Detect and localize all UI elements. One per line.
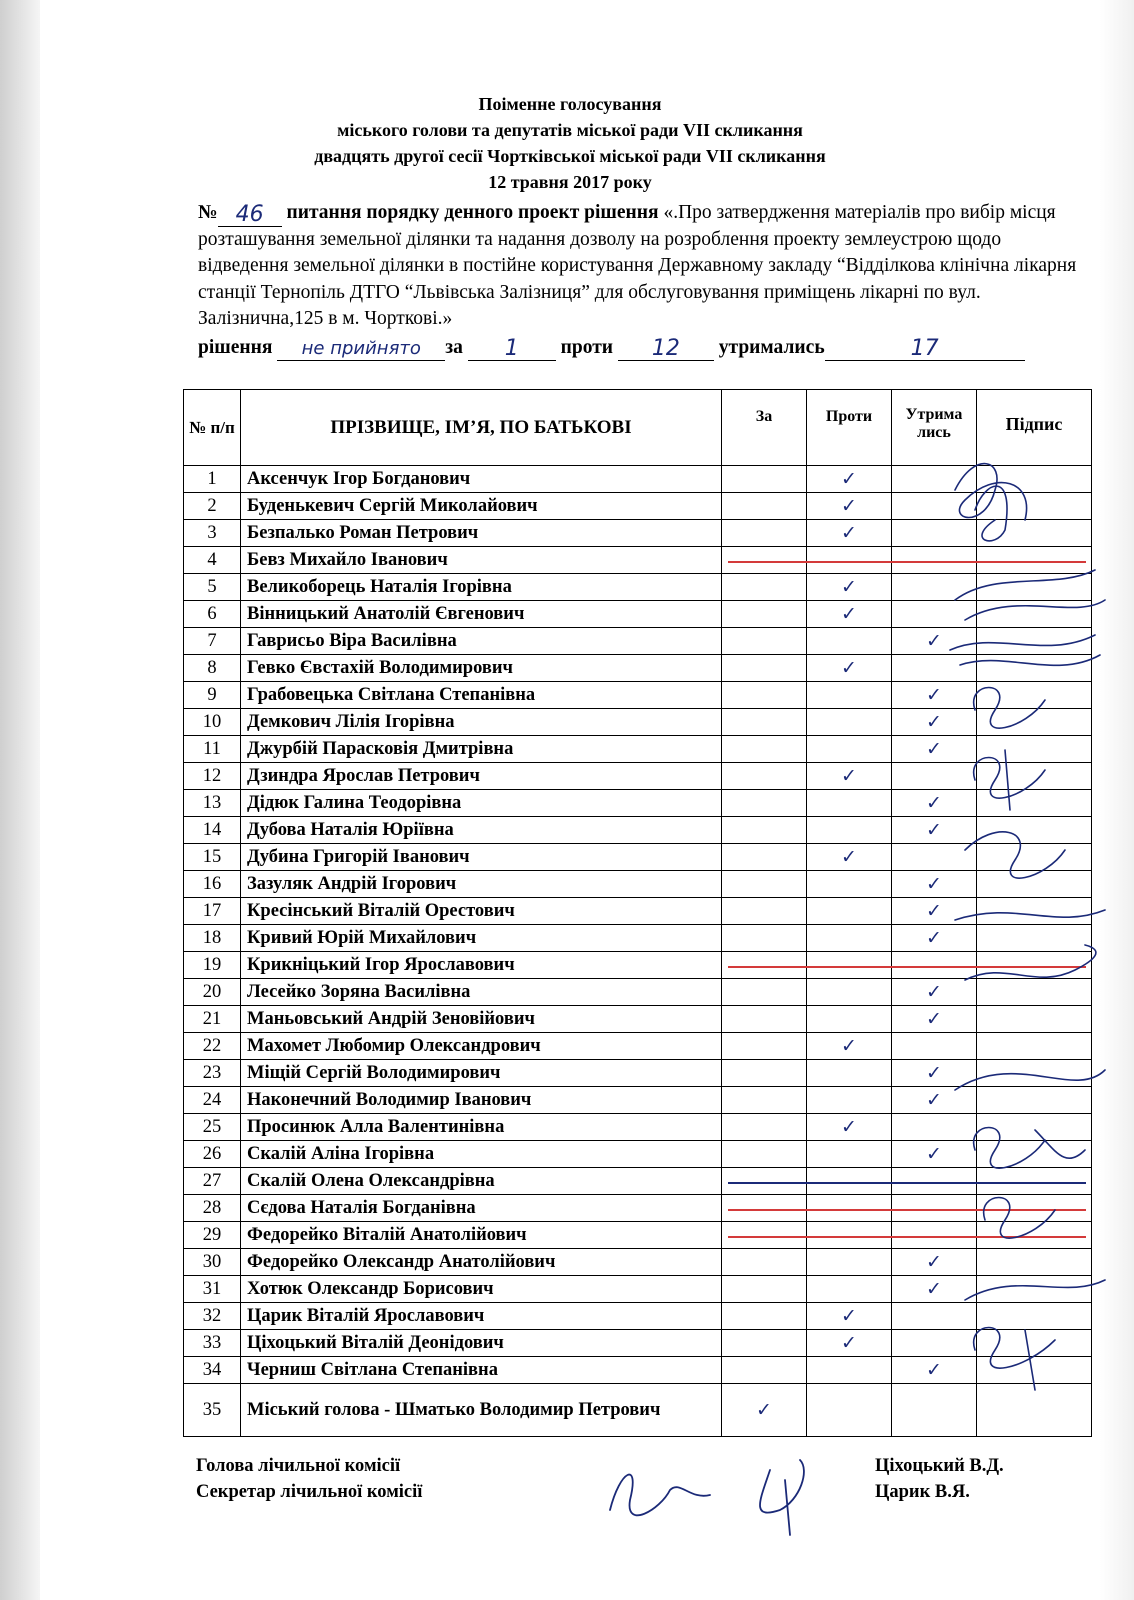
check-mark-icon: ✓ <box>926 900 942 922</box>
vote-proty-cell <box>807 898 892 925</box>
member-name: Скалій Олена Олександрівна <box>241 1168 722 1195</box>
check-mark-icon: ✓ <box>841 1305 857 1327</box>
row-number: 19 <box>184 952 241 979</box>
row-number: 9 <box>184 682 241 709</box>
vote-za-cell <box>722 1060 807 1087</box>
member-name: Буденькевич Сергій Миколайович <box>241 493 722 520</box>
vote-proty-cell <box>807 682 892 709</box>
vote-za-cell <box>722 1087 807 1114</box>
row-number: 31 <box>184 1276 241 1303</box>
vote-proty-cell <box>807 1168 892 1195</box>
vote-za-cell <box>722 952 807 979</box>
number-prefix: № <box>198 202 218 223</box>
member-name: Федорейко Віталій Анатолійович <box>241 1222 722 1249</box>
za-value: 1 <box>468 336 556 361</box>
vote-proty-cell <box>807 952 892 979</box>
row-number: 6 <box>184 601 241 628</box>
row-number: 24 <box>184 1087 241 1114</box>
member-name: Бевз Михайло Іванович <box>241 547 722 574</box>
vote-proty-cell <box>807 574 892 601</box>
vote-za-cell <box>722 898 807 925</box>
row-number: 7 <box>184 628 241 655</box>
member-name: Махомет Любомир Олександрович <box>241 1033 722 1060</box>
question-number: 46 <box>218 202 282 227</box>
check-mark-icon: ✓ <box>926 1062 942 1084</box>
member-name: Великоборець Наталія Ігорівна <box>241 574 722 601</box>
row-number: 27 <box>184 1168 241 1195</box>
vote-proty-cell <box>807 1060 892 1087</box>
secretary-name: Царик В.Я. <box>875 1482 970 1502</box>
check-mark-icon: ✓ <box>926 1008 942 1030</box>
member-name: Демкович Лілія Ігорівна <box>241 709 722 736</box>
vote-za-cell <box>722 925 807 952</box>
vote-za-cell <box>722 1195 807 1222</box>
check-mark-icon: ✓ <box>841 657 857 679</box>
member-name: Лесейко Зоряна Василівна <box>241 979 722 1006</box>
check-mark-icon: ✓ <box>926 1089 942 1111</box>
check-mark-icon: ✓ <box>926 1359 942 1381</box>
member-name: Кривий Юрій Михайлович <box>241 925 722 952</box>
row-number: 10 <box>184 709 241 736</box>
member-name: Сєдова Наталія Богданівна <box>241 1195 722 1222</box>
check-mark-icon: ✓ <box>926 819 942 841</box>
vote-proty-cell <box>807 547 892 574</box>
member-name: Кресінський Віталій Орестович <box>241 898 722 925</box>
vote-za-cell <box>722 574 807 601</box>
vote-za-cell <box>722 1303 807 1330</box>
col-signature-header: Підпис <box>977 390 1092 466</box>
vote-proty-cell <box>807 1033 892 1060</box>
vote-proty-cell <box>807 655 892 682</box>
vote-proty-cell <box>807 628 892 655</box>
vote-proty-cell <box>807 763 892 790</box>
vote-proty-cell <box>807 817 892 844</box>
result-line <box>198 335 1078 362</box>
check-mark-icon: ✓ <box>926 738 942 760</box>
member-name: Дубина Григорій Іванович <box>241 844 722 871</box>
vote-za-cell <box>722 655 807 682</box>
check-mark-icon: ✓ <box>926 927 942 949</box>
row-number: 3 <box>184 520 241 547</box>
row-number: 26 <box>184 1141 241 1168</box>
vote-proty-cell <box>807 844 892 871</box>
row-number: 1 <box>184 466 241 493</box>
row-number: 18 <box>184 925 241 952</box>
vote-za-cell <box>722 1033 807 1060</box>
row-number: 2 <box>184 493 241 520</box>
member-name: Царик Віталій Ярославович <box>241 1303 722 1330</box>
vote-proty-cell <box>807 493 892 520</box>
member-name: Ціхоцький Віталій Деонідович <box>241 1330 722 1357</box>
vote-proty-cell <box>807 1249 892 1276</box>
check-mark-icon: ✓ <box>841 1035 857 1057</box>
vote-proty-cell <box>807 520 892 547</box>
vote-za-cell <box>722 1141 807 1168</box>
row-number: 16 <box>184 871 241 898</box>
vote-za-cell <box>722 1357 807 1384</box>
question-block <box>198 200 1078 361</box>
member-name: Маньовський Андрій Зеновійович <box>241 1006 722 1033</box>
vote-proty-cell <box>807 790 892 817</box>
check-mark-icon: ✓ <box>841 576 857 598</box>
row-number: 25 <box>184 1114 241 1141</box>
member-name: Вінницький Анатолій Євгенович <box>241 601 722 628</box>
chair-name: Ціхоцький В.Д. <box>875 1456 1004 1476</box>
member-name: Крикніцький Ігор Ярославович <box>241 952 722 979</box>
vote-proty-cell <box>807 1330 892 1357</box>
row-number: 28 <box>184 1195 241 1222</box>
vote-proty-cell <box>807 1114 892 1141</box>
check-mark-icon: ✓ <box>926 1143 942 1165</box>
row-number: 15 <box>184 844 241 871</box>
vote-za-cell <box>722 682 807 709</box>
row-number: 33 <box>184 1330 241 1357</box>
vote-za-cell <box>722 547 807 574</box>
vote-za-cell <box>722 1276 807 1303</box>
row-number: 14 <box>184 817 241 844</box>
row-number: 5 <box>184 574 241 601</box>
member-name: Федорейко Олександр Анатолійович <box>241 1249 722 1276</box>
proty-value: 12 <box>618 336 714 361</box>
vote-za-cell <box>722 601 807 628</box>
member-name: Міщій Сергій Володимирович <box>241 1060 722 1087</box>
vote-proty-cell <box>807 1087 892 1114</box>
vote-za-cell <box>722 790 807 817</box>
title-line-1: Поіменне голосування <box>478 94 662 114</box>
col-name-header: ПРІЗВИЩЕ, ІМ’Я, ПО БАТЬКОВІ <box>241 390 722 466</box>
row-number: 30 <box>184 1249 241 1276</box>
utrymalys-value: 17 <box>825 336 1025 361</box>
member-name: Дзиндра Ярослав Петрович <box>241 763 722 790</box>
row-number: 35 <box>184 1384 241 1437</box>
col-proty-header: Проти <box>807 390 892 466</box>
check-mark-icon: ✓ <box>926 981 942 1003</box>
row-number: 17 <box>184 898 241 925</box>
vote-proty-cell <box>807 736 892 763</box>
utrymalys-label: утримались <box>718 336 825 358</box>
question-label: питання порядку денного проект рішення <box>286 202 659 223</box>
check-mark-icon: ✓ <box>756 1399 772 1421</box>
title-line-2: міського голови та депутатів міської ради VII скликання <box>337 120 803 140</box>
check-mark-icon: ✓ <box>841 468 857 490</box>
vote-za-cell <box>722 1006 807 1033</box>
col-za-header: За <box>722 390 807 466</box>
row-number: 12 <box>184 763 241 790</box>
check-mark-icon: ✓ <box>926 684 942 706</box>
vote-za-cell <box>722 763 807 790</box>
row-number: 20 <box>184 979 241 1006</box>
vote-proty-cell <box>807 871 892 898</box>
member-name: Гаврисьо Віра Василівна <box>241 628 722 655</box>
vote-proty-cell <box>807 1222 892 1249</box>
vote-proty-cell <box>807 1303 892 1330</box>
vote-za-cell <box>722 844 807 871</box>
vote-za-cell <box>722 628 807 655</box>
vote-proty-cell <box>807 601 892 628</box>
chair-label: Голова лічильної комісії <box>196 1456 401 1476</box>
vote-za-cell <box>722 1168 807 1195</box>
secretary-label: Секретар лічильної комісії <box>196 1482 423 1502</box>
col-utrym-header: Утрима лись <box>892 390 977 466</box>
member-name: Безпалько Роман Петрович <box>241 520 722 547</box>
row-number: 21 <box>184 1006 241 1033</box>
commission-signatures <box>600 1450 860 1540</box>
check-mark-icon: ✓ <box>841 603 857 625</box>
member-name: Міський голова - Шматько Володимир Петрович <box>241 1384 722 1437</box>
vote-proty-cell <box>807 1006 892 1033</box>
vote-proty-cell <box>807 1384 892 1437</box>
row-number: 34 <box>184 1357 241 1384</box>
check-mark-icon: ✓ <box>841 765 857 787</box>
decision-value: не прийнято <box>277 336 445 361</box>
member-name: Просинюк Алла Валентинівна <box>241 1114 722 1141</box>
member-name: Наконечний Володимир Іванович <box>241 1087 722 1114</box>
title-line-3: двадцять другої сесії Чортківської міської ради VII скликання <box>314 146 826 166</box>
row-number: 32 <box>184 1303 241 1330</box>
decision-label: рішення <box>198 336 273 358</box>
vote-proty-cell <box>807 466 892 493</box>
row-number: 29 <box>184 1222 241 1249</box>
vote-proty-cell <box>807 1276 892 1303</box>
row-number: 8 <box>184 655 241 682</box>
question-text: «.Про затвердження матеріалів про вибір місця розташування земельної ділянки та надання дозволу на розроблення проекту землеустрою щодо відведення земельної ділянки в постійне користування Державному закладу “Відділкова клінічна лікарня станції Тернопіль ДТГО “Львівська Залізниця” для обслуговування приміщень лікарні по вул. Залізнична,125 в м. Чорткові.» <box>198 202 1077 329</box>
member-name: Аксенчук Ігор Богданович <box>241 466 722 493</box>
check-mark-icon: ✓ <box>926 873 942 895</box>
vote-za-cell <box>722 871 807 898</box>
row-number: 23 <box>184 1060 241 1087</box>
member-name: Скалій Аліна Ігорівна <box>241 1141 722 1168</box>
check-mark-icon: ✓ <box>926 1251 942 1273</box>
row-number: 13 <box>184 790 241 817</box>
vote-za-cell <box>722 493 807 520</box>
scan-edge-shadow <box>0 0 40 1600</box>
vote-za-cell <box>722 1222 807 1249</box>
check-mark-icon: ✓ <box>841 1116 857 1138</box>
vote-za-cell <box>722 817 807 844</box>
vote-proty-cell <box>807 1357 892 1384</box>
check-mark-icon: ✓ <box>841 495 857 517</box>
signatures-scribble <box>935 450 1115 1410</box>
vote-proty-cell <box>807 979 892 1006</box>
vote-proty-cell <box>807 1195 892 1222</box>
vote-za-cell <box>722 979 807 1006</box>
vote-za-cell <box>722 466 807 493</box>
check-mark-icon: ✓ <box>926 711 942 733</box>
check-mark-icon: ✓ <box>841 846 857 868</box>
check-mark-icon: ✓ <box>841 1332 857 1354</box>
session-date: 12 травня 2017 року <box>488 172 652 192</box>
vote-proty-cell <box>807 925 892 952</box>
member-name: Гевко Євстахій Володимирович <box>241 655 722 682</box>
check-mark-icon: ✓ <box>926 630 942 652</box>
col-number-header: № п/п <box>184 390 241 466</box>
vote-proty-cell <box>807 1141 892 1168</box>
member-name: Дідюк Галина Теодорівна <box>241 790 722 817</box>
vote-za-cell <box>722 1249 807 1276</box>
check-mark-icon: ✓ <box>841 522 857 544</box>
vote-za-cell <box>722 1384 807 1437</box>
member-name: Джурбій Парасковія Дмитрівна <box>241 736 722 763</box>
row-number: 11 <box>184 736 241 763</box>
vote-za-cell <box>722 1114 807 1141</box>
vote-za-cell <box>722 520 807 547</box>
check-mark-icon: ✓ <box>926 792 942 814</box>
vote-za-cell <box>722 709 807 736</box>
vote-za-cell <box>722 1330 807 1357</box>
row-number: 4 <box>184 547 241 574</box>
proty-label: проти <box>560 336 614 358</box>
row-number: 22 <box>184 1033 241 1060</box>
member-name: Зазуляк Андрій Ігорович <box>241 871 722 898</box>
check-mark-icon: ✓ <box>926 1278 942 1300</box>
vote-za-cell <box>722 736 807 763</box>
member-name: Хотюк Олександр Борисович <box>241 1276 722 1303</box>
member-name: Черниш Світлана Степанівна <box>241 1357 722 1384</box>
vote-proty-cell <box>807 709 892 736</box>
za-label: за <box>445 336 463 358</box>
member-name: Дубова Наталія Юріївна <box>241 817 722 844</box>
member-name: Грабовецька Світлана Степанівна <box>241 682 722 709</box>
